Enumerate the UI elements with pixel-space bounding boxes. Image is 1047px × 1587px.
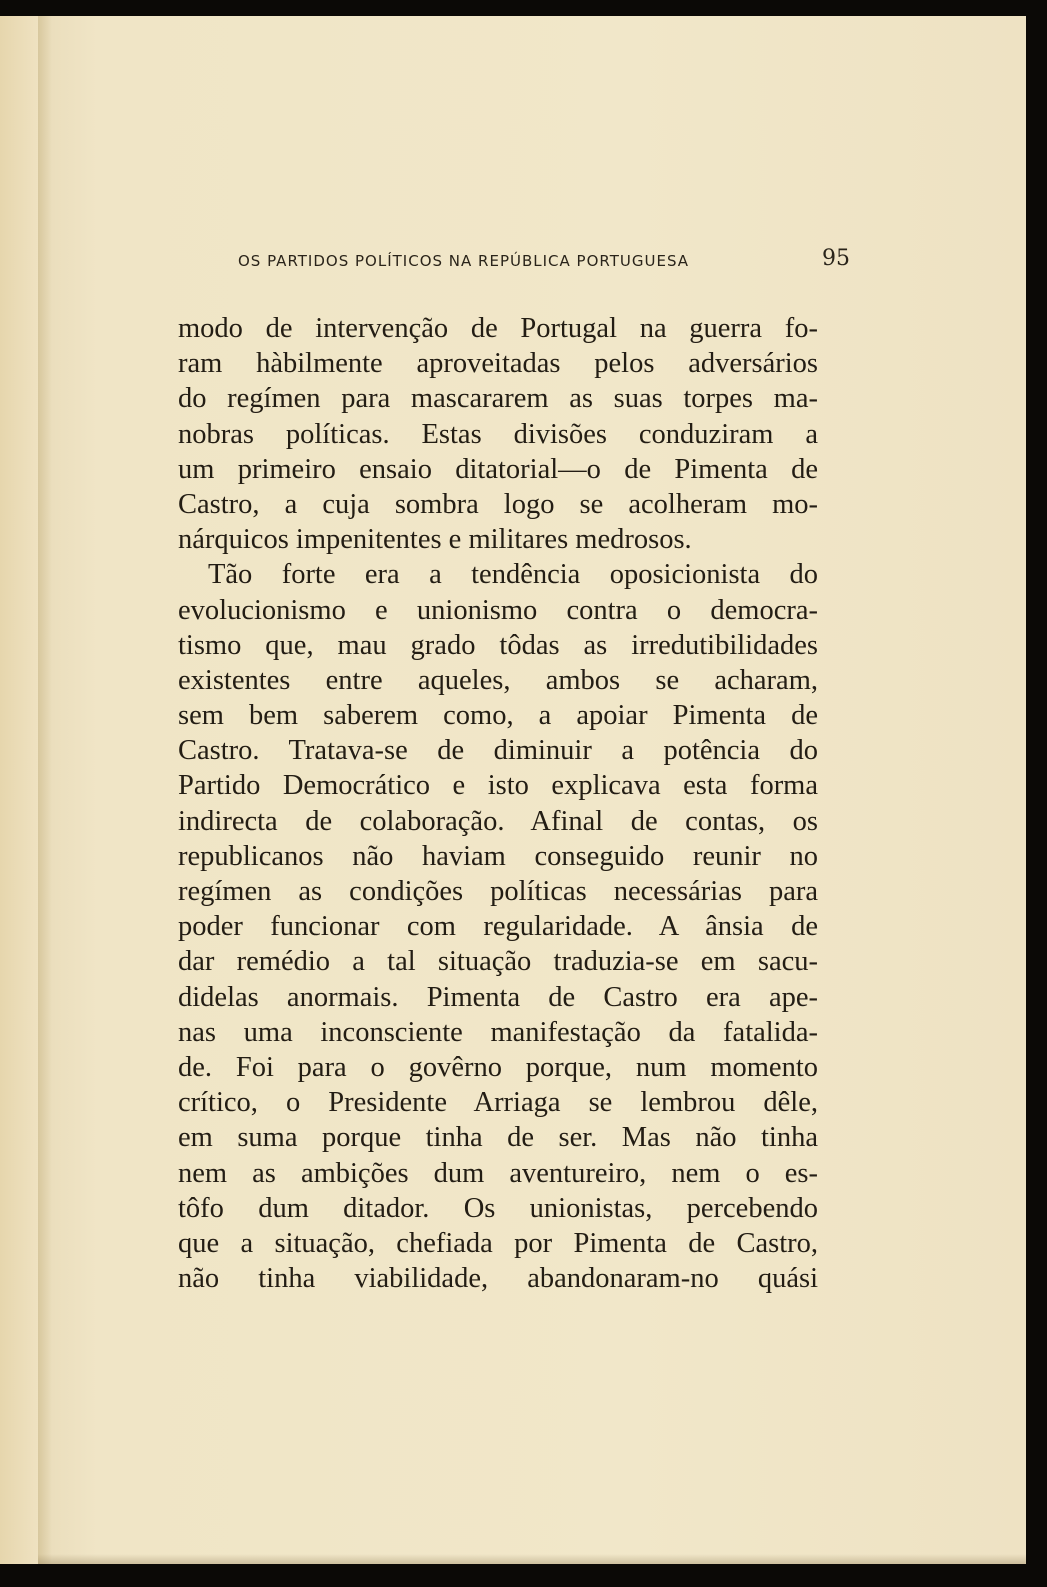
text-line: tôfo dum ditador. Os unionistas, percebendo [178, 1192, 818, 1224]
text-line: indirecta de colaboração. Afinal de contas, os [178, 805, 818, 837]
text-line: nas uma inconsciente manifestação da fatalida- [178, 1016, 818, 1048]
running-head-title: OS PARTIDOS POLÍTICOS NA REPÚBLICA PORTUGUESA [238, 252, 690, 270]
text-line: Castro, a cuja sombra logo se acolheram mo- [178, 488, 818, 520]
text-line: regímen as condições políticas necessárias para [178, 876, 818, 907]
text-line: que a situação, chefiada por Pimenta de Castro, [178, 1227, 818, 1259]
text-line: nárquicos impenitentes e militares medrosos. [178, 524, 692, 556]
text-line: poder funcionar com regularidade. A ânsia de [178, 911, 818, 943]
page-bottom-edge [38, 1554, 1026, 1564]
text-line: um primeiro ensaio ditatorial—o de Pimenta de [178, 453, 818, 485]
book-page [38, 16, 1026, 1564]
text-line: nem as ambições dum aventureiro, nem o es- [178, 1157, 818, 1189]
text-line: Partido Democrático e isto explicava esta forma [178, 770, 818, 802]
text-line: ram hàbilmente aproveitadas pelos adversários [178, 348, 818, 380]
text-line: de. Foi para o govêrno porque, num momento [178, 1051, 818, 1083]
binding-shadow [38, 16, 52, 1564]
text-line: modo de intervenção de Portugal na guerra fo- [178, 313, 818, 344]
text-line: crítico, o Presidente Arriaga se lembrou dêle, [178, 1087, 818, 1119]
text-line: tismo que, mau grado tôdas as irredutibilidades [178, 629, 818, 661]
text-line: Tão forte era a tendência oposicionista do [208, 559, 818, 591]
text-line: dar remédio a tal situação traduzia-se em sacu- [178, 946, 818, 978]
body-text [178, 311, 818, 1296]
text-line: evolucionismo e unionismo contra o democra- [178, 594, 818, 626]
running-head [238, 242, 850, 272]
text-line: Castro. Tratava-se de diminuir a potência do [178, 735, 818, 767]
text-line: nobras políticas. Estas divisões conduziram a [178, 418, 818, 450]
text-line: sem bem saberem como, a apoiar Pimenta de [178, 700, 818, 732]
text-line: em suma porque tinha de ser. Mas não tinha [178, 1122, 818, 1154]
text-line: do regímen para mascararem as suas torpes ma- [178, 383, 818, 415]
text-line: republicanos não haviam conseguido reunir no [178, 840, 818, 872]
previous-page-edge [0, 16, 40, 1564]
page-number: 95 [822, 246, 850, 271]
text-line: existentes entre aqueles, ambos se acharam, [178, 664, 818, 696]
text-line: didelas anormais. Pimenta de Castro era ape- [178, 981, 818, 1013]
text-line: não tinha viabilidade, abandonaram-no quási [178, 1263, 818, 1295]
